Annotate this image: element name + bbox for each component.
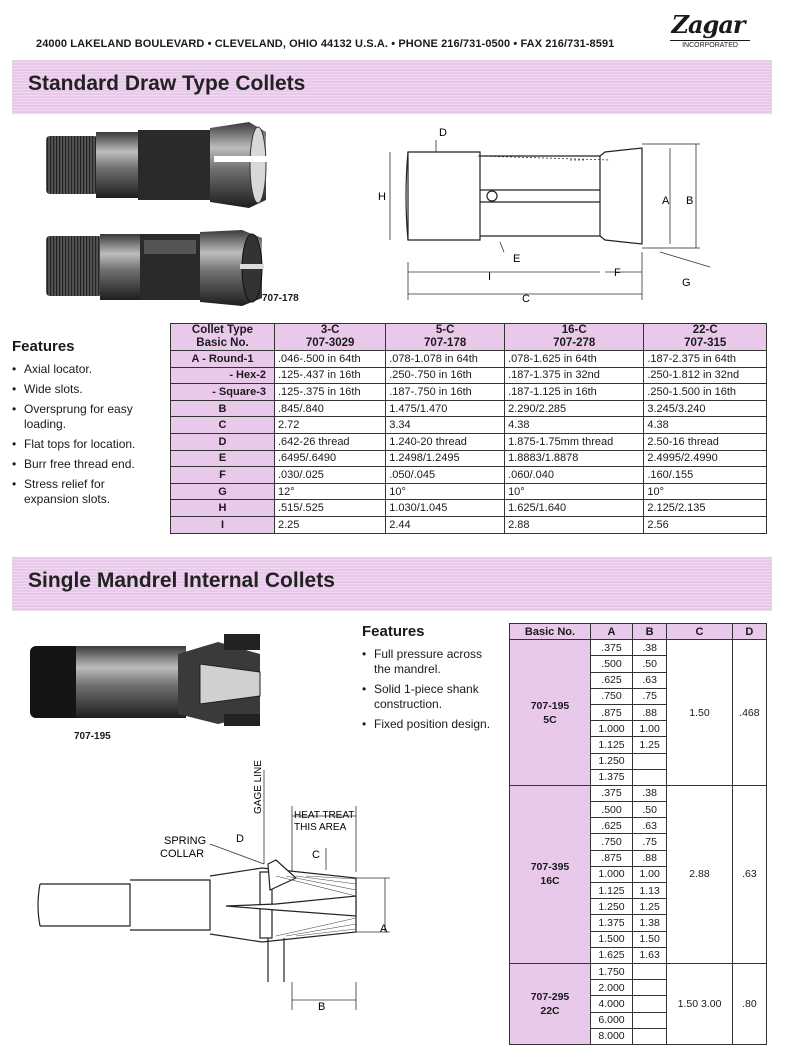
table-cell	[633, 996, 667, 1012]
table-cell: 1.125	[591, 883, 633, 899]
table-cell: .642-26 thread	[275, 433, 386, 450]
table-row	[171, 516, 767, 533]
table-cell: .500	[591, 656, 633, 672]
table-header-row	[510, 624, 767, 640]
table-row	[171, 450, 767, 467]
table-cell: .88	[633, 704, 667, 720]
table-cell: .750	[591, 834, 633, 850]
diagram-label-g: G	[682, 277, 691, 289]
table-cell: 1.00	[633, 866, 667, 882]
feature-item: • Oversprung for easy loading.	[12, 402, 162, 432]
table-cell: 1.625/1.640	[505, 500, 644, 517]
table-cell: 1.875-1.75mm thread	[505, 433, 644, 450]
section-banner-draw-type	[12, 60, 772, 114]
label-collar: COLLAR	[160, 848, 205, 860]
collet-photo-top	[44, 118, 270, 210]
row-label: H	[171, 500, 275, 517]
table-row	[171, 483, 767, 500]
feature-item: • Stress relief for expansion slots.	[12, 477, 162, 507]
table-cell: .078-1.078 in 64th	[386, 351, 505, 368]
features-list-2	[362, 647, 502, 737]
table-cell: 1.8883/1.8878	[505, 450, 644, 467]
table-cell: .500	[591, 802, 633, 818]
label-heat-treat-1: HEAT TREAT	[294, 810, 355, 821]
table-cell: 1.25	[633, 899, 667, 915]
label-d: D	[236, 833, 244, 845]
table-row	[171, 433, 767, 450]
row-label: B	[171, 400, 275, 417]
table-cell: .625	[591, 818, 633, 834]
label-a: A	[380, 923, 388, 935]
table-cell: 2.000	[591, 980, 633, 996]
draw-collet-diagram	[370, 122, 715, 312]
feature-item: • Burr free thread end.	[12, 457, 162, 472]
table-row	[171, 351, 767, 368]
label-c: C	[312, 849, 320, 861]
group-cell-d: .63	[732, 785, 766, 963]
table-row	[510, 785, 767, 801]
diagram-label-a: A	[662, 195, 670, 207]
row-label: D	[171, 433, 275, 450]
feature-item: • Solid 1-piece shank construction.	[362, 682, 502, 712]
diagram-label-e: E	[513, 253, 521, 265]
header-b: B	[633, 624, 667, 640]
table-cell: 3.245/3.240	[644, 400, 767, 417]
table-cell: .187-1.125 in 16th	[505, 384, 644, 401]
table-body	[510, 640, 767, 1045]
table-cell: 1.2498/1.2495	[386, 450, 505, 467]
diagram-label-b: B	[686, 195, 694, 207]
table-cell	[633, 1028, 667, 1044]
table-cell	[633, 753, 667, 769]
table-cell: 2.125/2.135	[644, 500, 767, 517]
row-label: G	[171, 483, 275, 500]
features-list-1	[12, 362, 162, 512]
table-cell: 8.000	[591, 1028, 633, 1044]
table-cell: .160/.155	[644, 467, 767, 484]
table-cell: .63	[633, 818, 667, 834]
table-cell: .875	[591, 704, 633, 720]
diagram-label-h: H	[378, 191, 386, 203]
table-cell: .38	[633, 785, 667, 801]
table-cell: 1.13	[633, 883, 667, 899]
table-cell: 1.625	[591, 947, 633, 963]
table-cell: .050/.045	[386, 467, 505, 484]
company-logo	[662, 10, 754, 54]
group-cell-c: 1.50 3.00	[667, 963, 733, 1044]
table-cell: 2.72	[275, 417, 386, 434]
table-cell: 1.000	[591, 721, 633, 737]
table-body	[171, 351, 767, 534]
draw-collet-spec-table	[170, 323, 767, 534]
table-cell: 2.88	[505, 516, 644, 533]
mandrel-collet-diagram	[30, 760, 410, 1020]
table-cell: .250-1.500 in 16th	[644, 384, 767, 401]
table-cell: 10°	[386, 483, 505, 500]
table-cell: 2.50-16 thread	[644, 433, 767, 450]
features-heading-2: Features	[362, 623, 425, 640]
header-col: 22-C 707-315	[644, 324, 767, 351]
table-cell: 2.56	[644, 516, 767, 533]
table-cell: 1.250	[591, 899, 633, 915]
row-label: F	[171, 467, 275, 484]
group-basic-no: 707-395 16C	[510, 785, 591, 963]
header-col: 3-C 707-3029	[275, 324, 386, 351]
table-cell: 4.38	[505, 417, 644, 434]
table-cell: .125-.437 in 16th	[275, 367, 386, 384]
table-cell: 10°	[644, 483, 767, 500]
table-cell: .50	[633, 802, 667, 818]
table-cell: .187-2.375 in 64th	[644, 351, 767, 368]
table-cell	[633, 980, 667, 996]
table-cell: 1.00	[633, 721, 667, 737]
group-cell-d: .468	[732, 640, 766, 786]
table-cell: .375	[591, 640, 633, 656]
table-cell: 1.500	[591, 931, 633, 947]
header-col: 5-C 707-178	[386, 324, 505, 351]
table-cell: .187-1.375 in 32nd	[505, 367, 644, 384]
table-cell: 1.475/1.470	[386, 400, 505, 417]
photo-caption-707-178: 707-178	[262, 293, 299, 304]
feature-item: • Wide slots.	[12, 382, 162, 397]
table-cell: .250-1.812 in 32nd	[644, 367, 767, 384]
feature-item: • Fixed position design.	[362, 717, 502, 732]
table-cell: .750	[591, 688, 633, 704]
header-d: D	[732, 624, 766, 640]
row-label: - Hex-2	[171, 367, 275, 384]
table-cell: 1.375	[591, 769, 633, 785]
table-cell: .875	[591, 850, 633, 866]
mandrel-collet-spec-table	[509, 623, 767, 1045]
row-label: E	[171, 450, 275, 467]
section-title: Standard Draw Type Collets	[28, 72, 306, 95]
logo-wordmark: Zagar	[671, 10, 745, 39]
group-cell-c: 2.88	[667, 785, 733, 963]
table-cell: .060/.040	[505, 467, 644, 484]
table-cell: 2.290/2.285	[505, 400, 644, 417]
table-cell: 1.030/1.045	[386, 500, 505, 517]
table-cell: 1.125	[591, 737, 633, 753]
table-cell: .75	[633, 834, 667, 850]
diagram-label-c: C	[522, 293, 530, 305]
photo-caption-707-195: 707-195	[74, 731, 111, 742]
table-cell: .078-1.625 in 64th	[505, 351, 644, 368]
table-cell: .75	[633, 688, 667, 704]
table-cell: 1.000	[591, 866, 633, 882]
table-header-row	[171, 324, 767, 351]
label-gage-line: GAGE LINE	[253, 760, 264, 814]
header-c: C	[667, 624, 733, 640]
table-cell: .125-.375 in 16th	[275, 384, 386, 401]
group-basic-no: 707-195 5C	[510, 640, 591, 786]
features-heading-1: Features	[12, 338, 75, 355]
table-cell: .625	[591, 672, 633, 688]
table-row	[510, 640, 767, 656]
table-cell	[633, 1012, 667, 1028]
table-cell: .63	[633, 672, 667, 688]
group-basic-no: 707-295 22C	[510, 963, 591, 1044]
group-cell-d: .80	[732, 963, 766, 1044]
section-banner-single-mandrel	[12, 557, 772, 611]
header-a: A	[591, 624, 633, 640]
table-cell: .046-.500 in 64th	[275, 351, 386, 368]
diagram-label-i: I	[488, 271, 492, 283]
group-cell-c: 1.50	[667, 640, 733, 786]
table-cell: 4.38	[644, 417, 767, 434]
table-row	[171, 400, 767, 417]
section-title: Single Mandrel Internal Collets	[28, 569, 335, 592]
table-cell: .250-.750 in 16th	[386, 367, 505, 384]
table-cell: .375	[591, 785, 633, 801]
logo-subtitle: INCORPORATED	[670, 40, 750, 49]
table-cell: 1.50	[633, 931, 667, 947]
table-cell: 1.375	[591, 915, 633, 931]
table-cell: 1.750	[591, 963, 633, 979]
table-cell: .515/.525	[275, 500, 386, 517]
header-collet-type: Collet Type Basic No.	[171, 324, 275, 351]
header-col: 16-C 707-278	[505, 324, 644, 351]
table-row	[171, 384, 767, 401]
table-cell	[633, 963, 667, 979]
company-address: 24000 LAKELAND BOULEVARD • CLEVELAND, OHIO 44132 U.S.A. • PHONE 216/731-0500 • FAX 216/731-8591	[36, 38, 615, 50]
diagram-label-d: D	[439, 127, 447, 139]
diagram-label-f: F	[614, 267, 621, 279]
row-label: C	[171, 417, 275, 434]
table-cell: 1.250	[591, 753, 633, 769]
feature-item: • Axial locator.	[12, 362, 162, 377]
table-cell: 10°	[505, 483, 644, 500]
table-cell: 1.25	[633, 737, 667, 753]
table-cell: .50	[633, 656, 667, 672]
header-basic-no: Basic No.	[510, 624, 591, 640]
table-cell: 3.34	[386, 417, 505, 434]
table-cell	[633, 769, 667, 785]
table-cell: 1.38	[633, 915, 667, 931]
table-cell: 12°	[275, 483, 386, 500]
table-row	[171, 500, 767, 517]
mandrel-collet-photo	[28, 628, 278, 728]
label-b: B	[318, 1001, 326, 1013]
table-cell: 4.000	[591, 996, 633, 1012]
feature-item: • Flat tops for location.	[12, 437, 162, 452]
table-row	[171, 467, 767, 484]
row-label: - Square-3	[171, 384, 275, 401]
table-cell: .38	[633, 640, 667, 656]
table-cell: .187-.750 in 16th	[386, 384, 505, 401]
table-cell: 6.000	[591, 1012, 633, 1028]
table-cell: .845/.840	[275, 400, 386, 417]
collet-photo-bottom	[44, 228, 270, 308]
table-row	[510, 963, 767, 979]
table-row	[171, 367, 767, 384]
table-cell: .6495/.6490	[275, 450, 386, 467]
label-spring: SPRING	[164, 835, 207, 847]
table-cell: .88	[633, 850, 667, 866]
table-cell: 2.25	[275, 516, 386, 533]
table-cell: 1.63	[633, 947, 667, 963]
table-row	[171, 417, 767, 434]
row-label: A - Round-1	[171, 351, 275, 368]
table-cell: 2.44	[386, 516, 505, 533]
feature-item: • Full pressure across the mandrel.	[362, 647, 502, 677]
table-cell: 1.240-20 thread	[386, 433, 505, 450]
row-label: I	[171, 516, 275, 533]
label-heat-treat-2: THIS AREA	[294, 822, 347, 833]
table-cell: .030/.025	[275, 467, 386, 484]
table-cell: 2.4995/2.4990	[644, 450, 767, 467]
